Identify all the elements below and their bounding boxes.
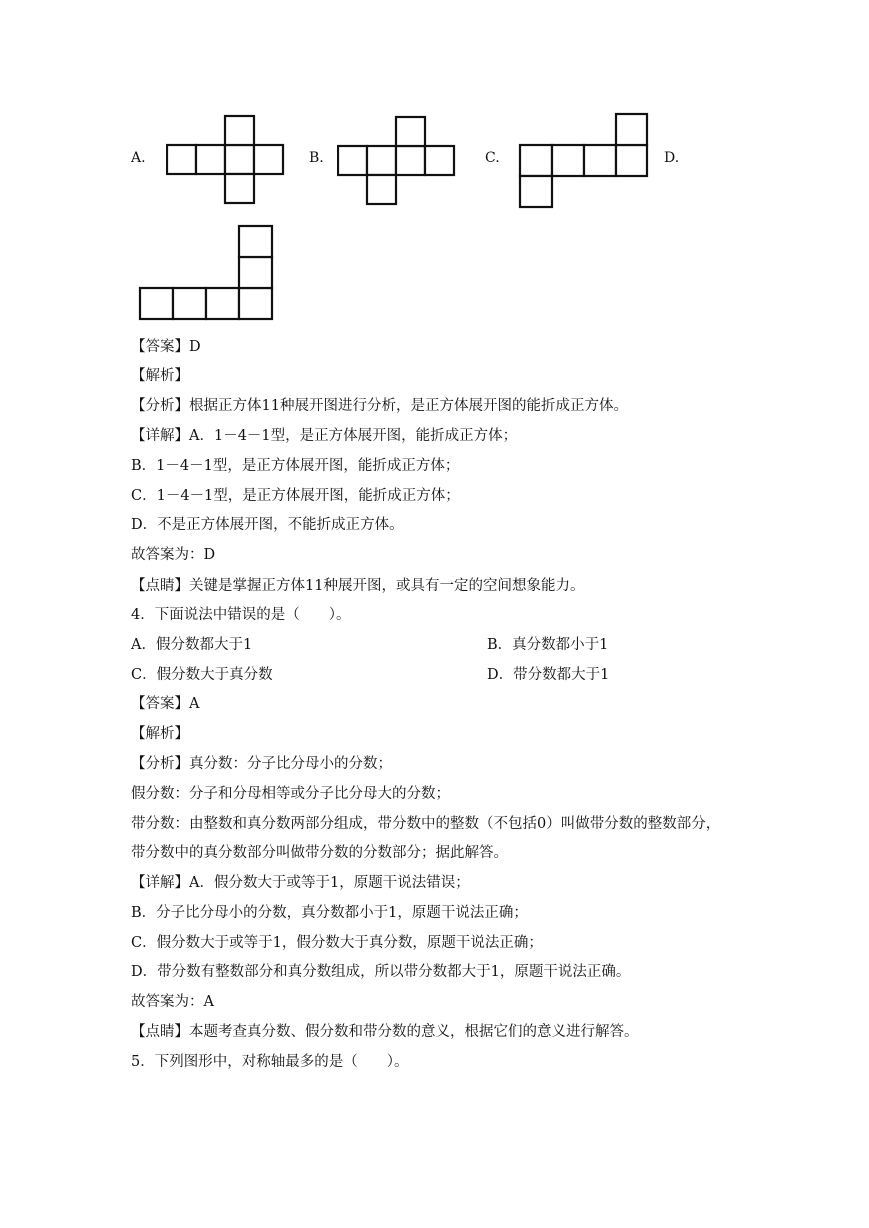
q4-answer: 【答案】A: [131, 696, 200, 712]
q4-detail-1: 【详解】A．假分数大于或等于1，原题干说法错误；: [131, 875, 470, 891]
option-c-net: [518, 112, 650, 210]
q3-detail-4: D．不是正方体展开图，不能折成正方体。: [131, 517, 404, 533]
q4-choice-b: B．真分数都小于1: [487, 637, 609, 653]
q3-fenxi: 【分析】根据正方体11种展开图进行分析，是正方体展开图的能折成正方体。: [131, 398, 628, 414]
option-a-net: [166, 114, 286, 206]
q3-detail-3: C．1－4－1型，是正方体展开图，能折成正方体；: [131, 488, 460, 504]
q3-analysis-header: 【解析】: [131, 368, 189, 384]
option-b-label: B.: [309, 150, 324, 166]
q4-stem: 4．下面说法中错误的是（ ）。: [131, 607, 351, 623]
q5-stem: 5．下列图形中，对称轴最多的是（ ）。: [131, 1054, 409, 1070]
option-a-label: A.: [131, 150, 146, 166]
q4-dianjing: 【点睛】本题考查真分数、假分数和带分数的意义，根据它们的意义进行解答。: [131, 1024, 639, 1040]
q4-choice-d: D．带分数都大于1: [487, 667, 610, 683]
option-b-net: [337, 115, 457, 207]
q4-choice-a: A．假分数都大于1: [131, 637, 253, 653]
q4-choice-c: C．假分数大于真分数: [131, 667, 273, 683]
cube-net-figures: [0, 0, 869, 330]
q4-detail-4: D．带分数有整数部分和真分数组成，所以带分数都大于1，原题干说法正确。: [131, 964, 631, 980]
q4-analysis-header: 【解析】: [131, 726, 189, 742]
q3-dianjing: 【点睛】关键是掌握正方体11种展开图，或具有一定的空间想象能力。: [131, 578, 585, 594]
q4-detail-2: B．分子比分母小的分数，真分数都小于1，原题干说法正确；: [131, 905, 528, 921]
q4-fenxi-3: 带分数：由整数和真分数两部分组成，带分数中的整数（不包括0）叫做带分数的整数部分，: [131, 816, 721, 832]
option-d-net: [138, 224, 276, 322]
option-d-label: D.: [664, 150, 680, 166]
q3-answer: 【答案】D: [131, 339, 201, 355]
q4-fenxi-2: 假分数：分子和分母相等或分子比分母大的分数；: [131, 786, 450, 802]
q3-detail-1: 【详解】A．1－4－1型，是正方体展开图，能折成正方体；: [131, 428, 518, 444]
q4-fenxi-1: 【分析】真分数：分子比分母小的分数；: [131, 756, 392, 772]
q3-conclusion: 故答案为：D: [131, 547, 216, 563]
option-c-label: C.: [485, 150, 500, 166]
q4-fenxi-4: 带分数中的真分数部分叫做带分数的分数部分；据此解答。: [131, 845, 508, 861]
q4-conclusion: 故答案为：A: [131, 994, 214, 1010]
q3-detail-2: B．1－4－1型，是正方体展开图，能折成正方体；: [131, 458, 460, 474]
q4-detail-3: C．假分数大于或等于1，假分数大于真分数，原题干说法正确；: [131, 935, 543, 951]
